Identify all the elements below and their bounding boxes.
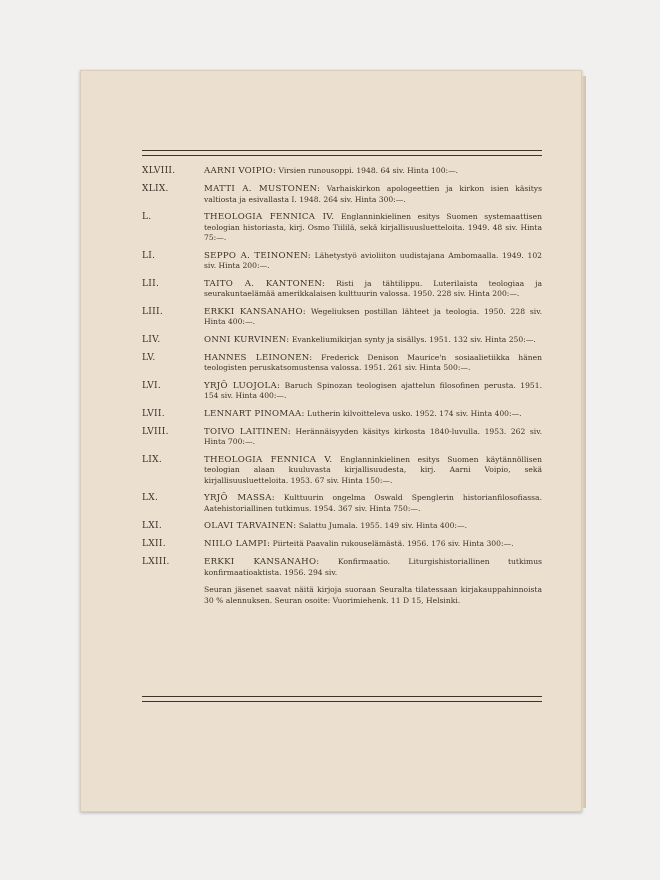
list-item (142, 409, 542, 420)
entry-text: Baruch Spinozan teologisen ajattelun filosofinen perusta. 1951. 154 siv. Hinta 400:—. (204, 380, 542, 400)
series-number: LXII. (142, 539, 166, 549)
entry-author: YRJÖ MASSA: (204, 493, 275, 503)
series-number: LVI. (142, 380, 162, 391)
entry-author: LENNART PINOMAA: (204, 408, 305, 419)
series-number: LVIII. (142, 426, 169, 437)
entry-text: Kulttuurin ongelma Oswald Spenglerin historianfilosofiassa. Aatehistoriallinen tutkimus. 1954. 367 siv. Hinta 750:—. (204, 493, 542, 513)
series-number: LXIII. (142, 557, 170, 567)
series-number: LI. (142, 250, 156, 261)
entry-author: ERKKI KANSANAHO: (204, 306, 306, 317)
series-number: LV. (142, 352, 156, 363)
list-item (142, 427, 542, 448)
book-back-cover (80, 70, 582, 812)
list-item (142, 353, 542, 374)
entry-text: Frederick Denison Maurice'n sosiaalietiikka hänen teologisten peruskatsomustensa valossa. 1951. 261 siv. Hinta 500:—. (204, 352, 542, 372)
series-number: LIII. (142, 306, 164, 317)
entry-text: Herännäisyyden käsitys kirkosta 1840-luvulla. 1953. 262 siv. Hinta 700:—. (204, 426, 543, 446)
entry-text: Lutherin kilvoitteleva usko. 1952. 174 siv. Hinta 400:—. (307, 408, 522, 418)
entry-author: NIILO LAMPI: (204, 539, 271, 549)
list-item (142, 557, 542, 578)
entry-author: THEOLOGIA FENNICA IV. (204, 212, 335, 222)
list-item (142, 307, 542, 328)
series-number: LXI. (142, 521, 162, 531)
entry-author: ERKKI KANSANAHO: (204, 557, 320, 567)
list-item (142, 184, 542, 205)
entry-author: MATTI A. MUSTONEN: (204, 184, 321, 194)
list-item (142, 381, 542, 402)
series-number: XLIX. (142, 184, 169, 194)
entry-author: TAITO A. KANTONEN: (204, 278, 326, 289)
entry-text: Salattu Jumala. 1955. 149 siv. Hinta 400:—. (298, 521, 467, 530)
list-item (142, 455, 542, 487)
series-number: XLVIII. (142, 166, 176, 176)
entry-text: Risti ja tähtilippu. Luterilaista teologiaa ja seurakuntaelämää amerikkalaisen kulttuurin valossa. 1950. 228 siv. Hinta 200:—. (204, 278, 542, 298)
bottom-double-rule (142, 696, 542, 702)
entry-author: SEPPO A. TEINONEN: (204, 250, 311, 261)
list-item (142, 166, 542, 177)
entry-text: Virsien runousoppi. 1948. 64 siv. Hinta 100:—. (278, 166, 459, 175)
entry-author: OLAVI TARVAINEN: (204, 521, 297, 531)
entry-author: TOIVO LAITINEN: (204, 426, 291, 437)
book-page-edge (582, 76, 586, 808)
entry-text: Piirteitä Paavalin rukouselämästä. 1956. 176 siv. Hinta 300:—. (272, 539, 514, 548)
list-item (142, 335, 542, 346)
series-number: LX. (142, 493, 159, 503)
list-item (142, 539, 542, 550)
entry-author: THEOLOGIA FENNICA V. (204, 454, 333, 465)
entry-text: Varhaiskirkon apologeettien ja kirkon isien käsitys valtiosta ja esivallasta I. 1948. 264 siv. Hinta 300:—. (204, 184, 542, 204)
entry-text: Evankeliumikirjan synty ja sisällys. 1951. 132 siv. Hinta 250:—. (291, 334, 536, 344)
series-number: LVII. (142, 408, 165, 419)
entry-text: Wegeliuksen postillan lähteet ja teologia. 1950. 228 siv. Hinta 400:—. (204, 306, 542, 326)
series-number: LIX. (142, 454, 162, 465)
series-number: LII. (142, 278, 160, 289)
entry-text: Konfirmaatio. Liturgishistoriallinen tutkimus konfirmaatioaktista. 1956. 294 siv. (204, 557, 542, 577)
publication-list (142, 166, 542, 606)
entry-author: AARNI VOIPIO: (204, 166, 277, 176)
entry-text: Englanninkielinen esitys Suomen käytännöllisen teologian alaan kuuluvasta kirjallisuudesta, kirj. Aarni Voipio, sekä kirjallisuusluetteloita. 1953. 67 siv. Hinta 150:—. (204, 454, 542, 485)
membership-note: Seuran jäsenet saavat näitä kirjoja suoraan Seuralta tilatessaan kirjakauppahinnoista 30 % alennuksen. Seuran osoite: Vuorimiehenk. 11 D 15, Helsinki. (204, 585, 542, 605)
series-number: LIV. (142, 334, 161, 345)
list-item (142, 521, 542, 532)
entry-author: ONNI KURVINEN: (204, 334, 290, 345)
list-item (142, 212, 542, 244)
top-double-rule (142, 150, 542, 156)
entry-text: Lähetystyö avioliiton uudistajana Ambomaalla. 1949. 102 siv. Hinta 200:—. (204, 250, 543, 270)
entry-author: HANNES LEINONEN: (204, 352, 313, 363)
list-item (142, 493, 542, 514)
series-number: L. (142, 212, 152, 222)
list-item (142, 279, 542, 300)
entry-author: YRJÖ LUOJOLA: (204, 380, 281, 391)
entry-text: Englanninkielinen esitys Suomen systemaattisen teologian historiasta, kirj. Osmo Tiililä, sekä kirjallisuusluetteloita. 1949. 48 siv. Hinta 75:—. (204, 212, 542, 242)
list-item (142, 251, 542, 272)
